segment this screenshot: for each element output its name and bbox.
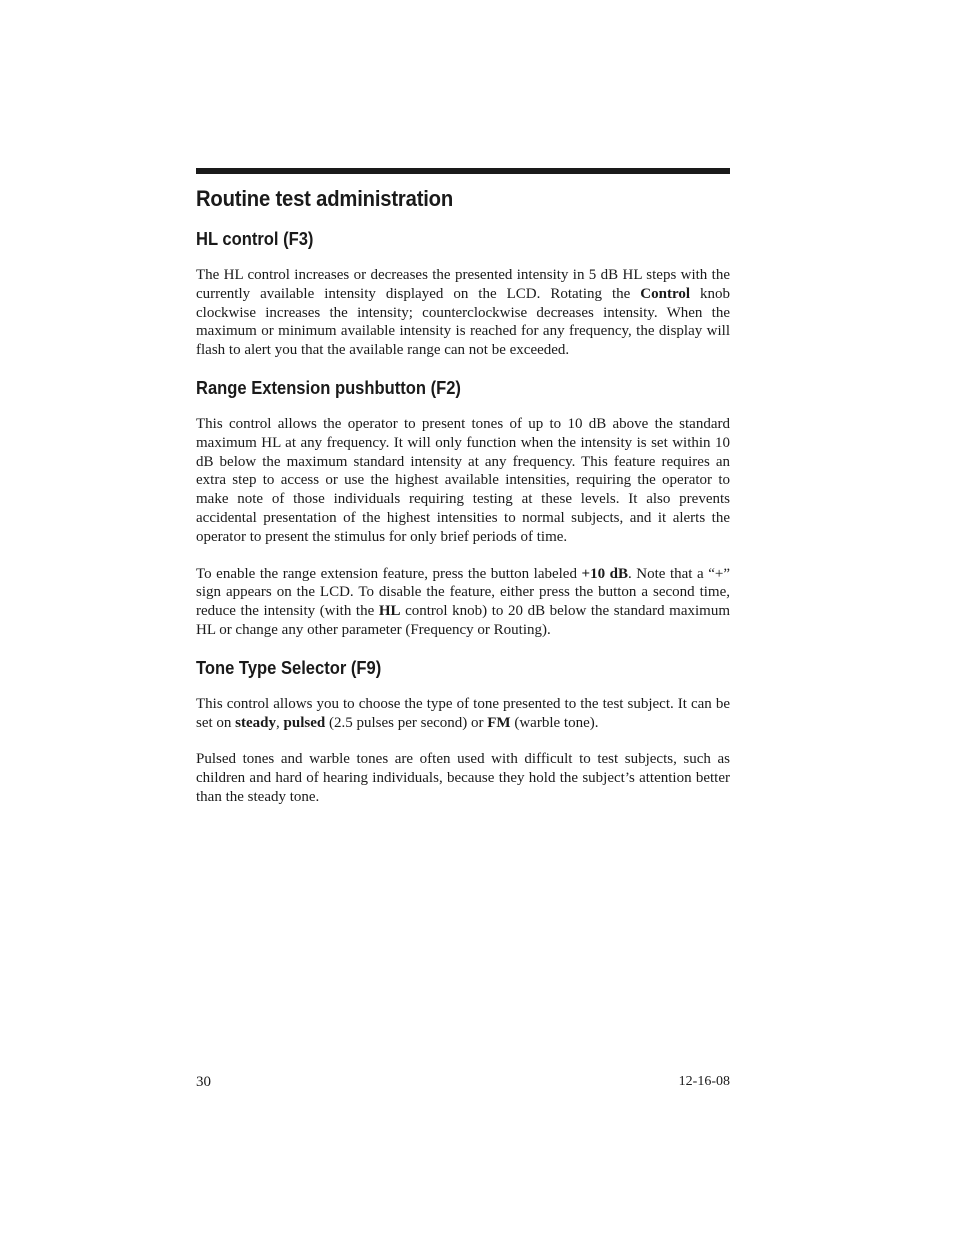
top-rule [196, 168, 730, 174]
paragraph-hl-control: The HL control increases or decreases the presented intensity in 5 dB HL steps with the currently available intensity displayed on the LCD. Rotating the Control knob clockwise increases the intensity; counterclockwise decreases intensity. When the maximum or minimum available intensity is reached for any frequency, the display will flash to alert you that the available range can not be exceeded. [196, 267, 730, 359]
bold-control: Control [640, 285, 691, 302]
bold-hl: HL [378, 603, 401, 620]
paragraph-range-extension-1: This control allows the operator to present tones of up to 10 dB above the standard maximum HL at any frequency. It will only function when the intensity is set within 10 dB below the maximum standard intensity at any frequency. This feature requires an extra step to access or use the highest available intensities, requiring the operator to make note of those individuals requiring testing at these levels. It also prevents accidental presentation of the highest intensities to normal subjects, and it alerts the operator to present the stimulus for only brief periods of time. [196, 415, 730, 545]
bold-plus10db: +10 dB [581, 565, 628, 582]
bold-pulsed: pulsed [283, 714, 326, 731]
bold-fm: FM [487, 714, 511, 731]
page-number: 30 [196, 1074, 211, 1090]
heading-tone-type: Tone Type Selector (F9) [196, 657, 382, 678]
heading-hl-control: HL control (F3) [196, 229, 314, 249]
footer-date: 12-16-08 [678, 1074, 730, 1089]
page-content [196, 168, 730, 807]
page-title: Routine test administration [196, 186, 454, 211]
heading-range-extension: Range Extension pushbutton (F2) [196, 377, 461, 398]
paragraph-tone-type-2: Pulsed tones and warble tones are often used with difficult to test subjects, such as children and hard of hearing individuals, because they hold the subject’s attention better than the steady tone. [196, 751, 730, 805]
paragraph-range-extension-2: To enable the range extension feature, press the button labeled +10 dB. Note that a “+” sign appears on the LCD. To disable the feature, either press the button a second time, reduce the intensity (with the HL control knob) to 20 dB below the standard maximum HL or change any other parameter (Frequency or Routing). [196, 565, 731, 638]
paragraph-tone-type-1: This control allows you to choose the type of tone presented to the test subject. It can be set on steady, pulsed (2.5 pulses per second) or FM (warble tone). [196, 695, 730, 731]
bold-steady: steady [235, 714, 277, 731]
